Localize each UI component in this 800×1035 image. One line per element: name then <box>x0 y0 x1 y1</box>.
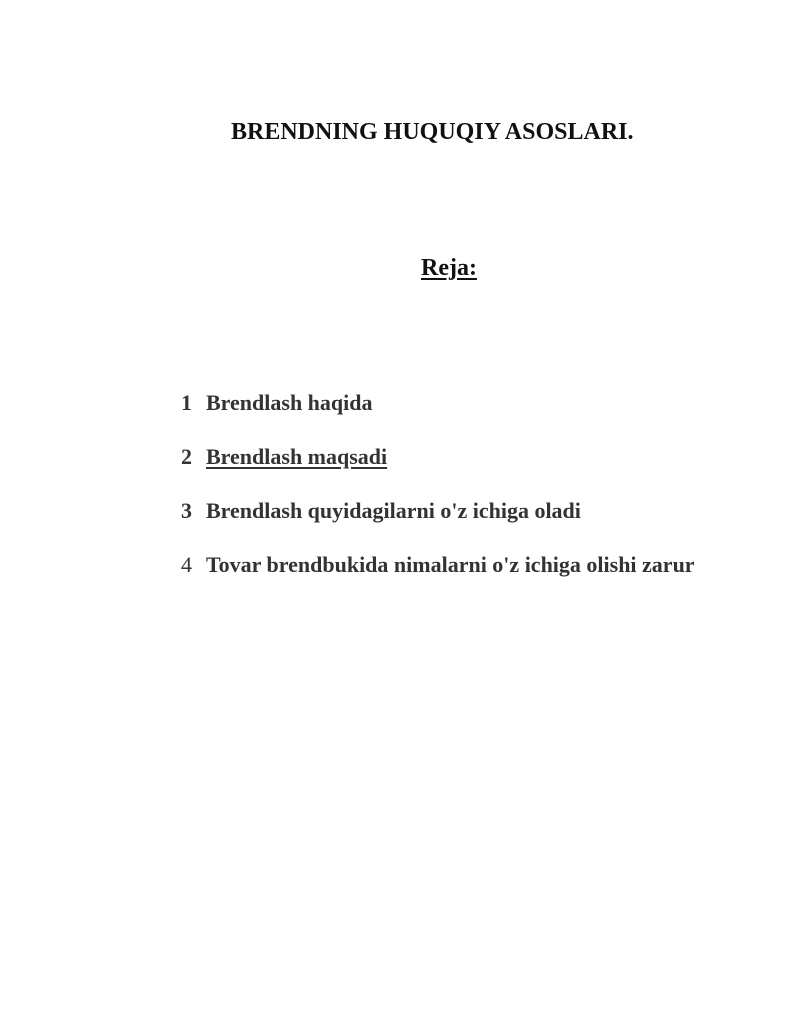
plan-item <box>181 498 695 552</box>
plan-item-number: 4 <box>181 552 192 577</box>
plan-item <box>181 390 695 444</box>
plan-item-link[interactable]: Brendlash maqsadi <box>206 444 388 469</box>
plan-heading: Reja: <box>421 255 477 281</box>
plan-item <box>181 444 695 498</box>
plan-item-number: 3 <box>181 498 192 523</box>
plan-item-number: 2 <box>181 444 192 469</box>
document-title: BRENDNING HUQUQIY ASOSLARI. <box>231 119 634 145</box>
plan-item-text: Brendlash quyidagilarni o'z ichiga oladi <box>206 498 581 523</box>
plan-item-text: Brendlash haqida <box>206 390 373 415</box>
title-container <box>231 119 691 153</box>
plan-item-text: Tovar brendbukida nimalarni o'z ichiga olishi zarur <box>206 552 695 577</box>
plan-list <box>181 390 695 606</box>
plan-item-number: 1 <box>181 390 192 415</box>
plan-item <box>181 552 695 606</box>
